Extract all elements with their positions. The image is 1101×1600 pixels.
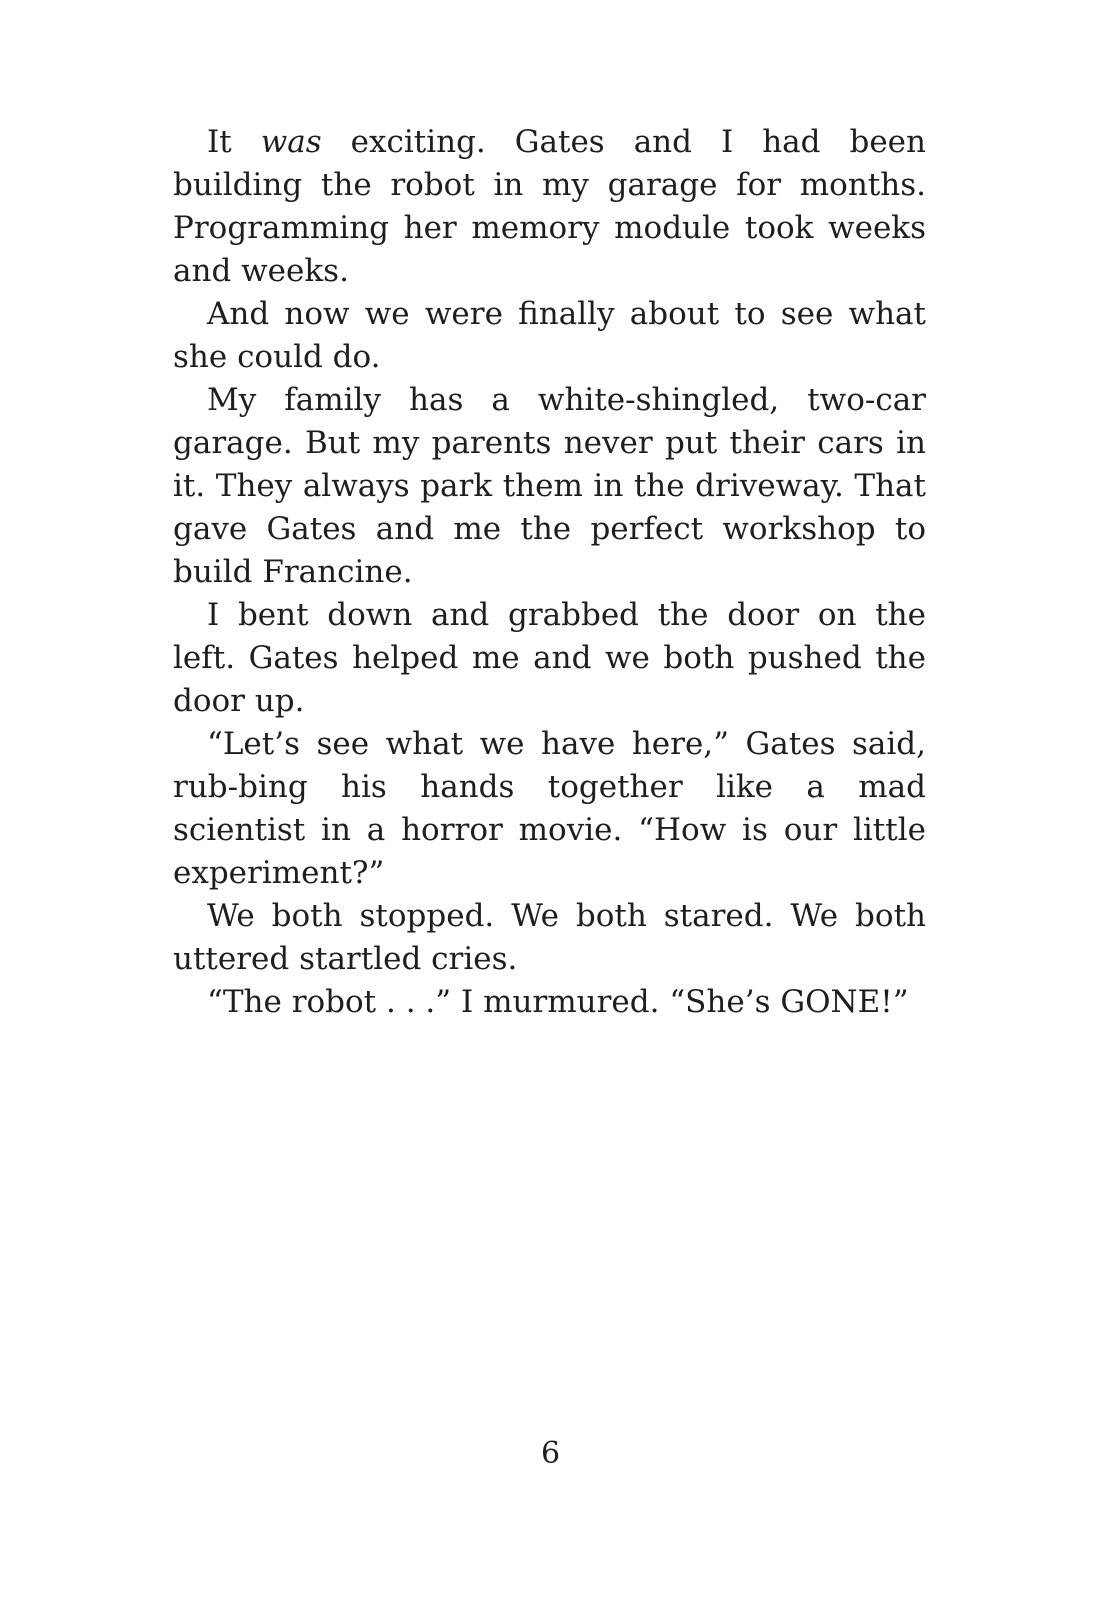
paragraph-1-lead: It [207, 124, 261, 160]
paragraph-7: “The robot . . .” I murmured. “She’s GONE!” [207, 984, 909, 1020]
paragraph-1 [173, 121, 926, 293]
page-number: 6 [540, 1436, 561, 1471]
paragraph-1-emphasis: was [260, 124, 322, 160]
body-text [173, 121, 926, 1024]
paragraph-6: We both stopped. We both stared. We both uttered startled cries. [173, 898, 926, 977]
paragraph-3: My family has a white-shingled, two-car garage. But my parents never put their cars in it. They always park them in the driveway. That gave Gates and me the perfect workshop to build Francine. [173, 382, 926, 590]
paragraph-4: I bent down and grabbed the door on the left. Gates helped me and we both pushed the door up. [173, 597, 926, 719]
paragraph-2: And now we were finally about to see what she could do. [173, 296, 926, 375]
paragraph-5: “Let’s see what we have here,” Gates said, rub-bing his hands together like a mad scientist in a horror movie. “How is our little experiment?” [173, 726, 926, 891]
paragraph-1-rest: exciting. Gates and I had been building the robot in my garage for months. Programming her memory module took weeks and weeks. [173, 124, 926, 289]
